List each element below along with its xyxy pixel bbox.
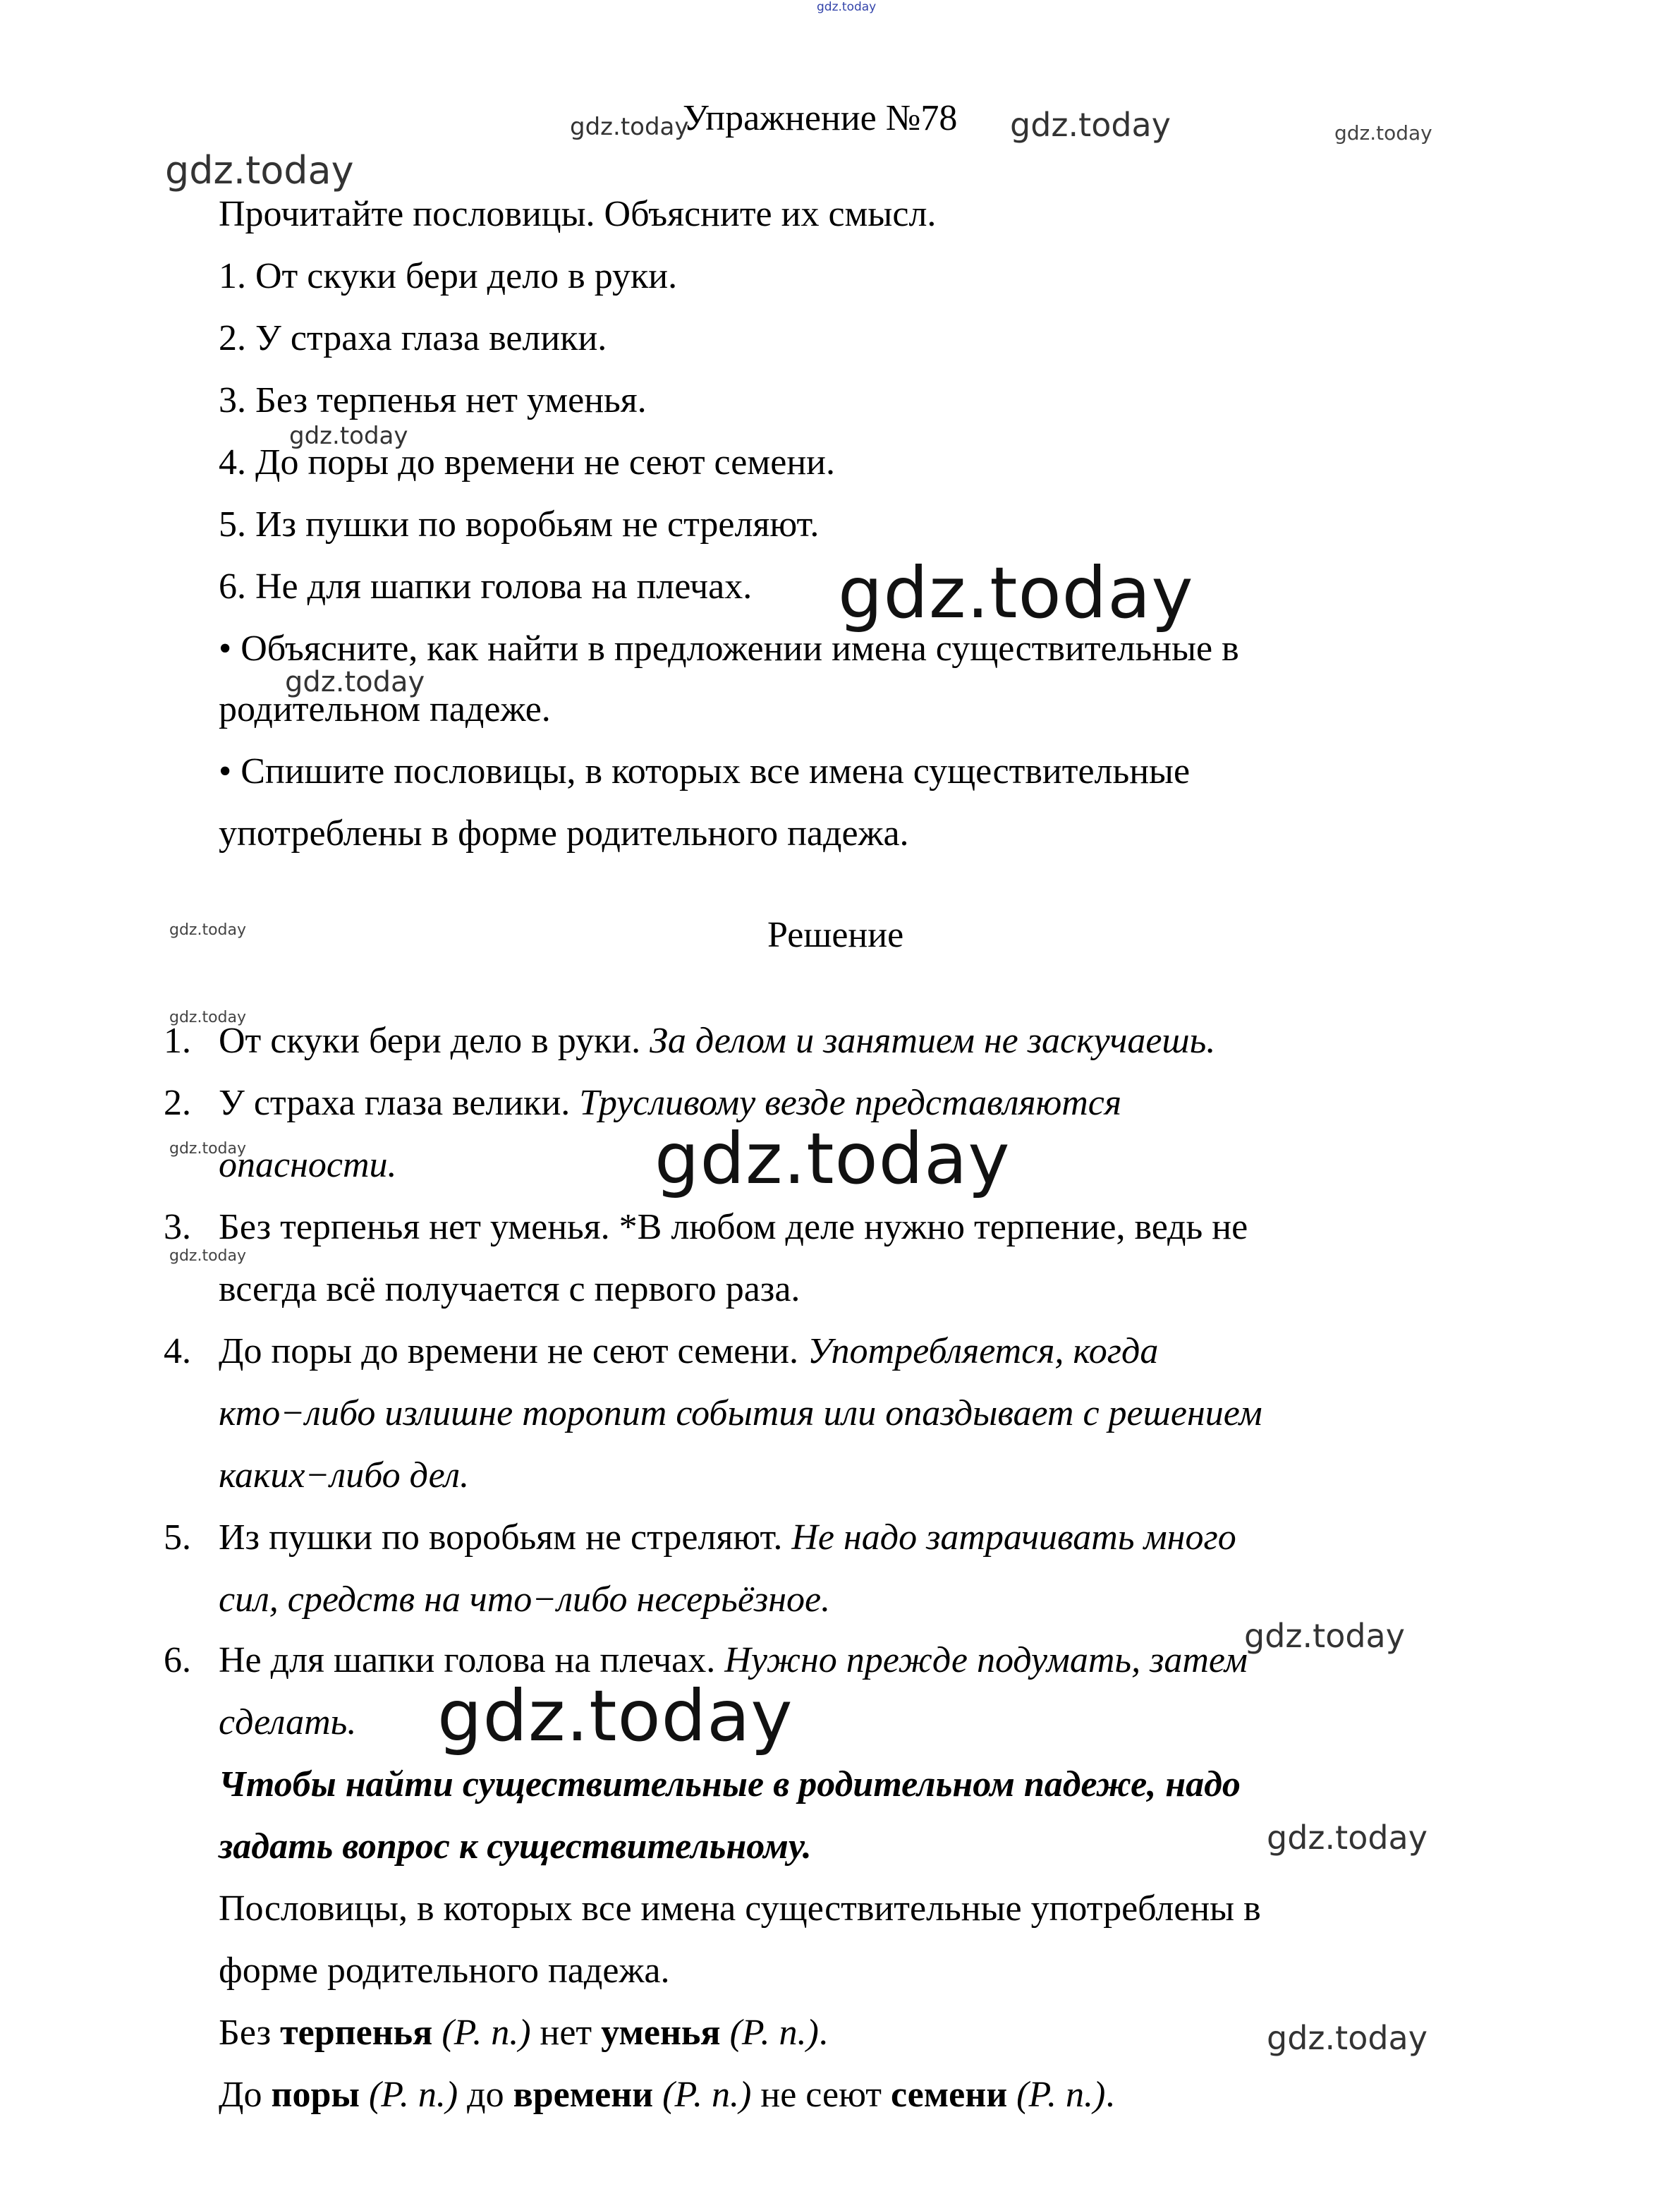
proverb-meaning: Трусливому везде представляются (579, 1083, 1122, 1123)
proverb-text: У страха глаза велики. (219, 1083, 580, 1123)
item-number: 6. (164, 1640, 191, 1680)
proverb-6: 6. Не для шапки голова на плечах. (219, 566, 753, 607)
case-tag: (Р. п.) (432, 2013, 531, 2053)
example-word: нет (530, 2013, 602, 2053)
watermark: gdz.today (1267, 2019, 1428, 2057)
watermark: gdz.today (1244, 1617, 1405, 1655)
example-2 (219, 2074, 1114, 2116)
case-tag: (Р. п.) (1007, 2075, 1106, 2115)
proverb-1: 1. От скуки бери дело в руки. (219, 256, 678, 296)
proverb-meaning-cont: каких−либо дел. (219, 1455, 470, 1496)
watermark: gdz.today (165, 148, 354, 193)
watermark: gdz.today (285, 666, 425, 698)
solution-item-4 (219, 1330, 1158, 1373)
solution-item-6 (219, 1639, 1248, 1682)
item-number: 4. (164, 1331, 191, 1371)
example-noun: поры (271, 2075, 360, 2115)
watermark: gdz.today (169, 1247, 247, 1265)
example-word: до (458, 2075, 513, 2115)
case-tag: (Р. п.) (720, 2013, 819, 2053)
proverb-4: 4. До поры до времени не сеют семени. (219, 442, 835, 483)
example-word: До (219, 2075, 272, 2115)
task-bullet-2-cont: употреблены в форме родительного падежа. (219, 813, 909, 854)
summary-cont: форме родительного падежа. (219, 1951, 670, 1991)
task-bullet-1: • Объясните, как найти в предложении имена существительные в (219, 629, 1239, 669)
item-number: 1. (164, 1021, 191, 1061)
proverb-meaning-cont: кто−либо излишне торопит события или опаздывает с решением (219, 1393, 1262, 1433)
solution-item-5 (219, 1517, 1236, 1559)
answer-bold-cont: задать вопрос к существительному. (219, 1826, 812, 1867)
case-tag: (Р. п.) (359, 2075, 458, 2115)
summary: Пословицы, в которых все имена существительные употреблены в (219, 1888, 1261, 1929)
proverb-5: 5. Из пушки по воробьям не стреляют. (219, 504, 820, 545)
solution-item-2 (219, 1082, 1121, 1124)
solution-item-3: Без терпенья нет уменья. *В любом деле нужно терпение, ведь не (219, 1207, 1248, 1247)
proverb-text: Из пушки по воробьям не стреляют. (219, 1517, 792, 1558)
watermark-top: gdz.today (817, 0, 877, 14)
proverb-text: От скуки бери дело в руки. (219, 1021, 650, 1061)
example-noun: терпенья (280, 2013, 433, 2053)
task-bullet-1-cont: родительном падеже. (219, 689, 551, 729)
item-number: 2. (164, 1083, 191, 1123)
task-bullet-2: • Спишите пословицы, в которых все имена существительные (219, 751, 1191, 791)
example-noun: времени (513, 2075, 654, 2115)
case-tag: (Р. п.) (653, 2075, 752, 2115)
example-noun: уменья (601, 2013, 721, 2053)
watermark: gdz.today (570, 113, 689, 141)
proverb-2: 2. У страха глаза велики. (219, 318, 607, 358)
proverb-text: Не для шапки голова на плечах. (219, 1640, 725, 1680)
watermark: gdz.today (1267, 1819, 1428, 1857)
proverb-meaning-cont: сделать. (219, 1702, 357, 1742)
task-intro: Прочитайте пословицы. Объясните их смысл. (219, 194, 937, 234)
watermark: gdz.today (1010, 106, 1171, 144)
answer-bold: Чтобы найти существительные в родительном падеже, надо (219, 1764, 1241, 1804)
proverb-text: До поры до времени не сеют семени. (219, 1331, 808, 1371)
proverb-meaning-cont: сил, средств на что−либо несерьёзное. (219, 1579, 831, 1620)
solution-item-3-cont: всегда всё получается с первого раза. (219, 1269, 801, 1309)
watermark: gdz.today (169, 921, 247, 939)
proverb-meaning: Не надо затрачивать много (791, 1517, 1236, 1558)
proverb-meaning: Нужно прежде подумать, затем (724, 1640, 1248, 1680)
proverb-meaning-cont: опасности. (219, 1145, 397, 1185)
solution-heading: Решение (767, 915, 904, 955)
watermark: gdz.today (289, 422, 408, 450)
watermark: gdz.today (1334, 121, 1432, 145)
item-number: 5. (164, 1517, 191, 1558)
solution-item-1 (219, 1020, 1215, 1062)
proverb-3: 3. Без терпенья нет уменья. (219, 380, 647, 420)
item-number: 3. (164, 1207, 191, 1247)
watermark-large: gdz.today (437, 1675, 793, 1757)
watermark: gdz.today (169, 1140, 247, 1158)
example-word: не сеют (751, 2075, 891, 2115)
proverb-meaning: Употребляется, когда (808, 1331, 1159, 1371)
example-end: . (818, 2013, 828, 2053)
example-word: Без (219, 2013, 281, 2053)
exercise-title: Упражнение №78 (683, 98, 958, 138)
example-1 (219, 2012, 828, 2054)
example-noun: семени (890, 2075, 1008, 2115)
example-end: . (1105, 2075, 1115, 2115)
watermark-large: gdz.today (655, 1117, 1011, 1200)
proverb-meaning: За делом и занятием не заскучаешь. (650, 1021, 1216, 1061)
watermark: gdz.today (169, 1009, 247, 1026)
watermark-large: gdz.today (838, 552, 1194, 634)
